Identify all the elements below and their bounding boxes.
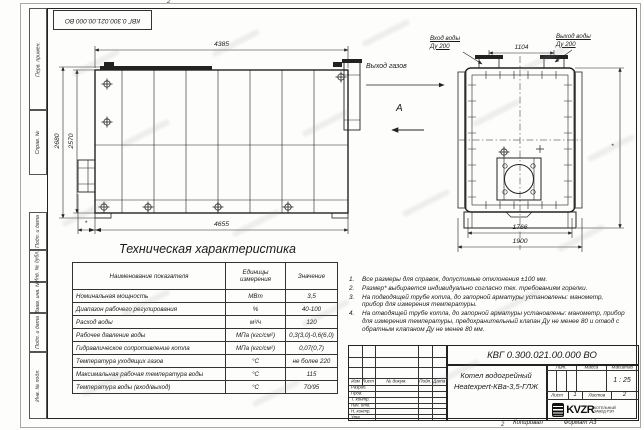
note-item: 1. Все размеры для справок, допустимые отклонения ±100 мм.: [349, 276, 548, 283]
tb-lit-label: Лит.: [555, 364, 567, 370]
spec-row: Температура уходящих газов °С не более 220: [73, 354, 337, 367]
margin-field-sprav-no: Справ. №: [29, 110, 47, 175]
inlet-label: Вход воды Ду 200: [430, 35, 461, 50]
tb-role-tkontr: Т. контр.: [351, 397, 370, 402]
burner-mount: [78, 160, 95, 192]
spec-row: Диапазон рабочего регулирования % 40-100: [73, 302, 337, 315]
margin-field-vzam-inv: Взам. инв. №: [29, 282, 47, 313]
note-item: 2. Размер* выбирается индивидуально согласно тех. требованиям горелки.: [349, 284, 588, 292]
margin-field-podp-data-1: Подп. и дата: [29, 212, 47, 250]
dim-length-top: 4385: [213, 41, 230, 48]
tb-designation: КВГ 0.300.021.00.000 ВО: [487, 349, 597, 361]
spec-table-title: Техническая характеристика: [119, 242, 296, 256]
zone-mark-top: 2: [167, 0, 171, 5]
tb-header-data: Дата: [432, 379, 446, 384]
tb-scale-value: 1 : 25: [613, 377, 631, 384]
spec-table: [72, 262, 338, 394]
margin-field-inv-podl: Инв. № подл.: [29, 352, 47, 419]
tb-mass-label: Масса: [584, 364, 598, 370]
tb-role-utv: Утв.: [351, 414, 361, 420]
tb-header-izm: Изм: [351, 379, 360, 384]
spec-row: Температура воды (вход/выход) °С 70/95: [73, 380, 337, 393]
margin-field-perv-primen: Перв. примен.: [29, 8, 47, 110]
dim-height-inner: 2570: [68, 133, 75, 149]
view-a-label: А: [396, 103, 403, 114]
foot-left: [95, 213, 111, 218]
foot-right: [332, 213, 348, 218]
tb-sheet-label: Лист: [551, 392, 563, 398]
spec-row: Номинальная мощность МВт 3,5: [73, 289, 337, 302]
tb-sheets-value: 2: [622, 392, 627, 398]
dim-nozzle-spacing: 1104: [514, 44, 529, 51]
kvzr-logo-subtext: КОТЕЛЬНЫЙ ЗАВОД РЭП: [594, 406, 617, 413]
tb-role-prov: Пров.: [351, 391, 363, 396]
note-item: 3. На подводящей трубе котла, до запорной арматуры установлены: манометр, прибор для измерения температуры.: [349, 293, 604, 309]
margin-field-podp-data-2: Подп. и дата: [29, 313, 47, 352]
tb-header-dokum: № докум.: [386, 379, 407, 384]
outlet-label: Выход воды Ду 200: [556, 33, 591, 48]
lifting-lug-left: [104, 62, 114, 67]
zone-mark-bottom: 2: [501, 422, 505, 428]
tb-role-nachotd: Нач. отд.: [351, 403, 371, 408]
title-block: [348, 345, 639, 421]
tb-sheet-value: 1: [573, 392, 577, 398]
spec-header-row: Наименование показателя Единицы измерения Значение: [73, 263, 337, 289]
note-item: 4. На отводящей трубе котла, до запорной арматуры установлены: манометр, прибор для измерения температуры, предохранительный клапан Ду не менее 80 и отвод с обратным клапаном Ду не менее 80 мм.: [349, 310, 625, 333]
spec-row: Расход воды м³/ч 120: [73, 315, 337, 328]
tb-role-razrab: Разраб.: [351, 385, 367, 391]
notes-block: [349, 276, 625, 335]
left-view-dimensions: [59, 46, 348, 234]
tb-product-name: Котел водогрейный Heatexpert-КВа-3,5-ГЛЖ: [453, 371, 539, 391]
right-view: [458, 50, 624, 252]
tb-scale-label: Масштаб: [611, 364, 633, 370]
tb-header-podp: Подп.: [418, 379, 432, 384]
top-stamp-text: КВГ 0.300.021.00.000 ВО: [64, 16, 141, 24]
spec-row: Максимальная рабочая температура воды °С 115: [73, 367, 337, 380]
dim-width-outer: 1900: [512, 238, 528, 245]
dim-star-left: *: [84, 220, 88, 227]
spec-row: Рабочее давление воды МПа (кгс/см²) 0,3(3,0)-0,6(6,0): [73, 328, 337, 341]
lifting-lug-right: [333, 62, 342, 67]
tb-logo-cell: [546, 399, 638, 420]
format-label: Формат А3: [563, 420, 597, 426]
left-view: [59, 46, 444, 234]
kvzr-logo-text: KVZR: [566, 403, 595, 416]
dim-width-inner: 1766: [512, 224, 528, 231]
tb-sheets-label: Листов: [588, 392, 605, 398]
front-burner-flange: [497, 158, 541, 200]
margin-field-inv-dubl: Инв. № дубл.: [29, 250, 47, 282]
kvzr-logo-icon: [552, 403, 564, 417]
right-view-dimensions: [458, 50, 624, 252]
dim-length-bottom: 4655: [213, 221, 230, 228]
dim-star-right: *: [611, 143, 618, 147]
dim-height-outer: 2680: [54, 133, 61, 149]
gas-outlet-label: Выход газов: [366, 63, 407, 70]
copied-label: Копировал: [513, 420, 543, 426]
tb-role-nkontr: Н. контр.: [351, 409, 371, 414]
spec-row: Гидравлическое сопротивление котла МПа (кгс/см²) 0,07(0,7): [73, 341, 337, 354]
top-insulation-bar: [100, 66, 212, 70]
tb-header-list: Лист: [362, 379, 375, 384]
